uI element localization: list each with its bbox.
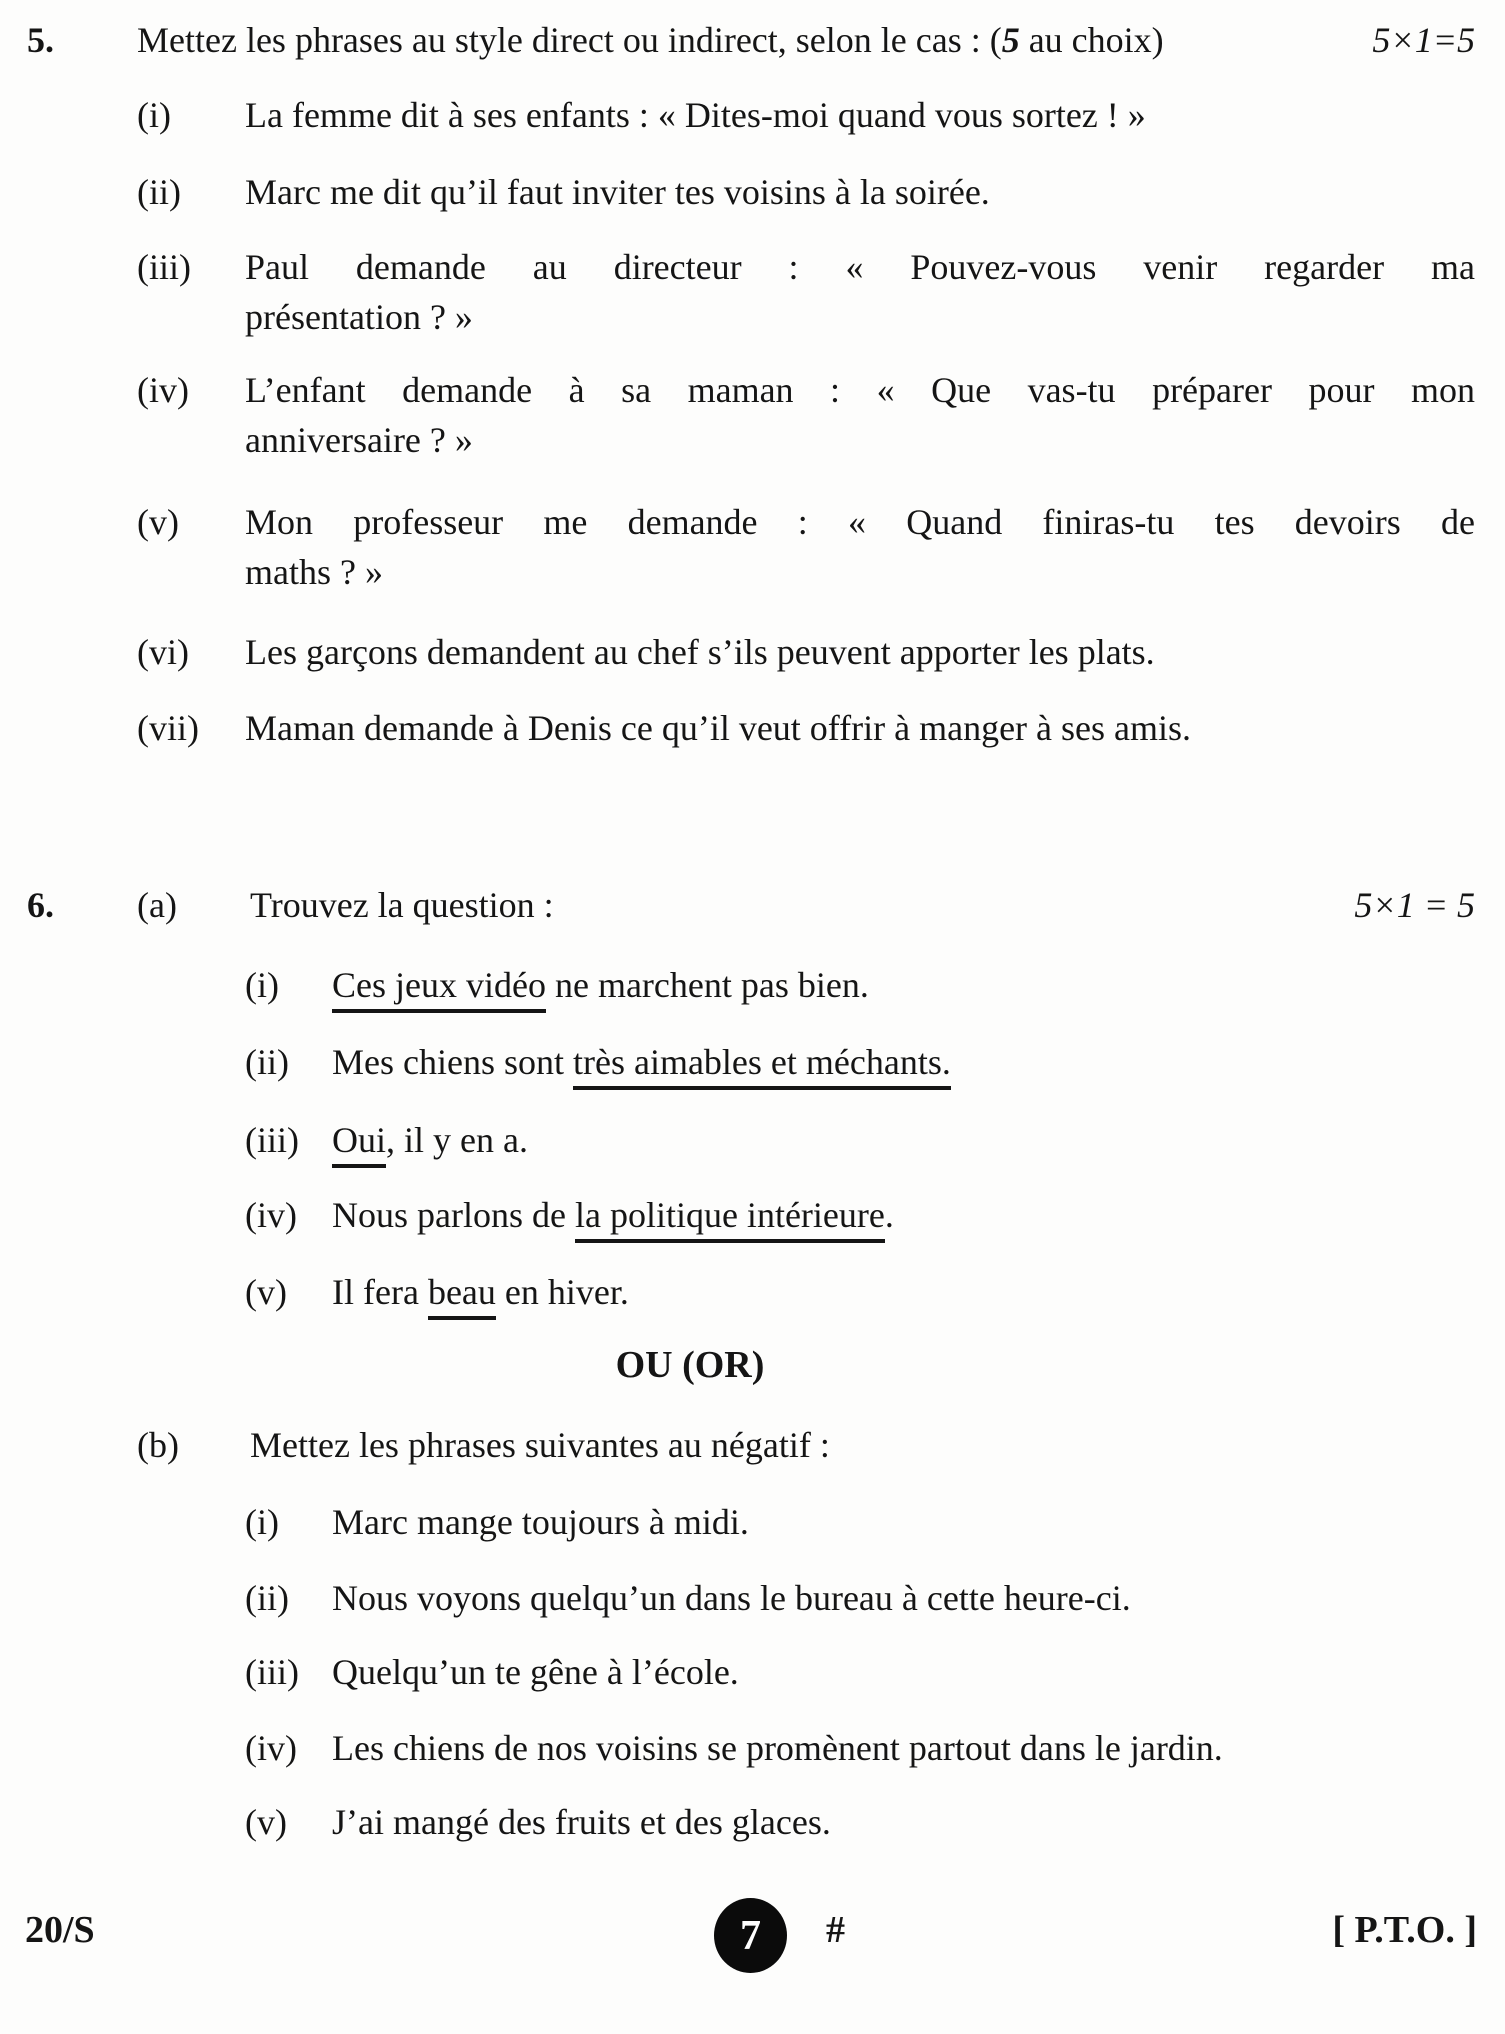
paper-code: 20/S (25, 1909, 95, 1951)
question-5-instruction (137, 15, 1372, 65)
underlined-segment: très aimables et méchants. (573, 1042, 951, 1090)
part-b-heading (0, 1420, 1505, 1470)
q6a-item-ii (0, 1037, 1505, 1087)
item-text: Paul demande au directeur : « Pouvez-vous venir regarder ma présentation ? » (245, 247, 1475, 337)
q5-item-ii (0, 167, 1505, 217)
item-marker: (ii) (245, 1042, 289, 1082)
item-text: Ces jeux vidéo ne marchent pas bien. (332, 960, 1475, 1010)
instruction-pre: Mettez les phrases au style direct ou indirect, selon le cas : ( (137, 20, 1002, 60)
q5-item-iii (0, 242, 1505, 342)
question-6-number: 6. (27, 885, 54, 925)
q6a-item-iv (0, 1190, 1505, 1240)
item-text: Mes chiens sont très aimables et méchants. (332, 1037, 1475, 1087)
q6a-item-v (0, 1267, 1505, 1317)
item-marker: (vi) (137, 632, 189, 672)
item-text: La femme dit à ses enfants : « Dites-moi quand vous sortez ! » (245, 95, 1146, 135)
question-6-heading (0, 880, 1505, 930)
q5-item-vi (0, 627, 1505, 677)
q6a-item-iii (0, 1115, 1505, 1165)
item-text: Les chiens de nos voisins se promènent partout dans le jardin. (332, 1728, 1223, 1768)
item-text: Marc me dit qu’il faut inviter tes voisins à la soirée. (245, 172, 990, 212)
page-number: 7 (740, 1912, 761, 1959)
item-marker: (iv) (137, 370, 189, 410)
page-number-badge (714, 1898, 787, 1973)
part-b-marker: (b) (137, 1425, 179, 1465)
item-marker: (iv) (245, 1195, 297, 1235)
item-marker: (i) (245, 965, 279, 1005)
item-marker: (v) (245, 1802, 287, 1842)
underlined-segment: la politique intérieure (575, 1195, 885, 1243)
item-marker: (vii) (137, 708, 199, 748)
q6b-item-iii (0, 1647, 1505, 1697)
instruction-post: au choix) (1019, 20, 1164, 60)
q6b-item-v (0, 1797, 1505, 1847)
item-text: Les garçons demandent au chef s’ils peuvent apporter les plats. (245, 632, 1155, 672)
q6a-item-i (0, 960, 1505, 1010)
question-5-marks: 5×1=5 (1372, 20, 1475, 60)
item-marker: (i) (137, 95, 171, 135)
instruction-choice-count: 5 (1001, 20, 1020, 60)
item-marker: (iii) (245, 1652, 299, 1692)
item-text: Quelqu’un te gêne à l’école. (332, 1652, 739, 1692)
item-text: Nous parlons de la politique intérieure. (332, 1190, 1475, 1240)
item-marker: (v) (137, 502, 179, 542)
part-a-title: Trouvez la question : (250, 885, 554, 925)
hash-mark: # (826, 1909, 845, 1951)
q6b-item-iv (0, 1723, 1505, 1773)
question-5-number: 5. (27, 20, 54, 60)
q6b-item-i (0, 1497, 1505, 1547)
item-text: J’ai mangé des fruits et des glaces. (332, 1802, 831, 1842)
part-a-marker: (a) (137, 885, 177, 925)
q5-item-v (0, 497, 1505, 597)
underlined-segment: Ces jeux vidéo (332, 965, 546, 1013)
item-marker: (ii) (137, 172, 181, 212)
item-marker: (iii) (245, 1120, 299, 1160)
item-text: Maman demande à Denis ce qu’il veut offrir à manger à ses amis. (245, 708, 1192, 748)
item-text: Marc mange toujours à midi. (332, 1502, 749, 1542)
item-text: Oui, il y en a. (332, 1115, 1475, 1165)
item-text: Nous voyons quelqu’un dans le bureau à cette heure-ci. (332, 1578, 1131, 1618)
q5-item-i (0, 90, 1505, 140)
item-marker: (v) (245, 1272, 287, 1312)
question-6-marks: 5×1 = 5 (1354, 885, 1475, 925)
q6b-item-ii (0, 1573, 1505, 1623)
pto-note: [ P.T.O. ] (1332, 1909, 1477, 1951)
q5-item-vii (0, 703, 1505, 753)
underlined-segment: Oui (332, 1120, 386, 1168)
part-b-title: Mettez les phrases suivantes au négatif : (250, 1425, 830, 1465)
underlined-segment: beau (428, 1272, 496, 1320)
item-text: Mon professeur me demande : « Quand finiras-tu tes devoirs de maths ? » (245, 502, 1475, 592)
q5-item-iv (0, 365, 1505, 465)
item-marker: (iii) (137, 247, 191, 287)
item-text: Il fera beau en hiver. (332, 1267, 1475, 1317)
item-marker: (i) (245, 1502, 279, 1542)
question-5-heading (0, 15, 1505, 65)
or-divider: OU (OR) (615, 1344, 765, 1386)
item-marker: (iv) (245, 1728, 297, 1768)
item-text: L’enfant demande à sa maman : « Que vas-tu préparer pour mon anniversaire ? » (245, 370, 1475, 460)
item-marker: (ii) (245, 1578, 289, 1618)
